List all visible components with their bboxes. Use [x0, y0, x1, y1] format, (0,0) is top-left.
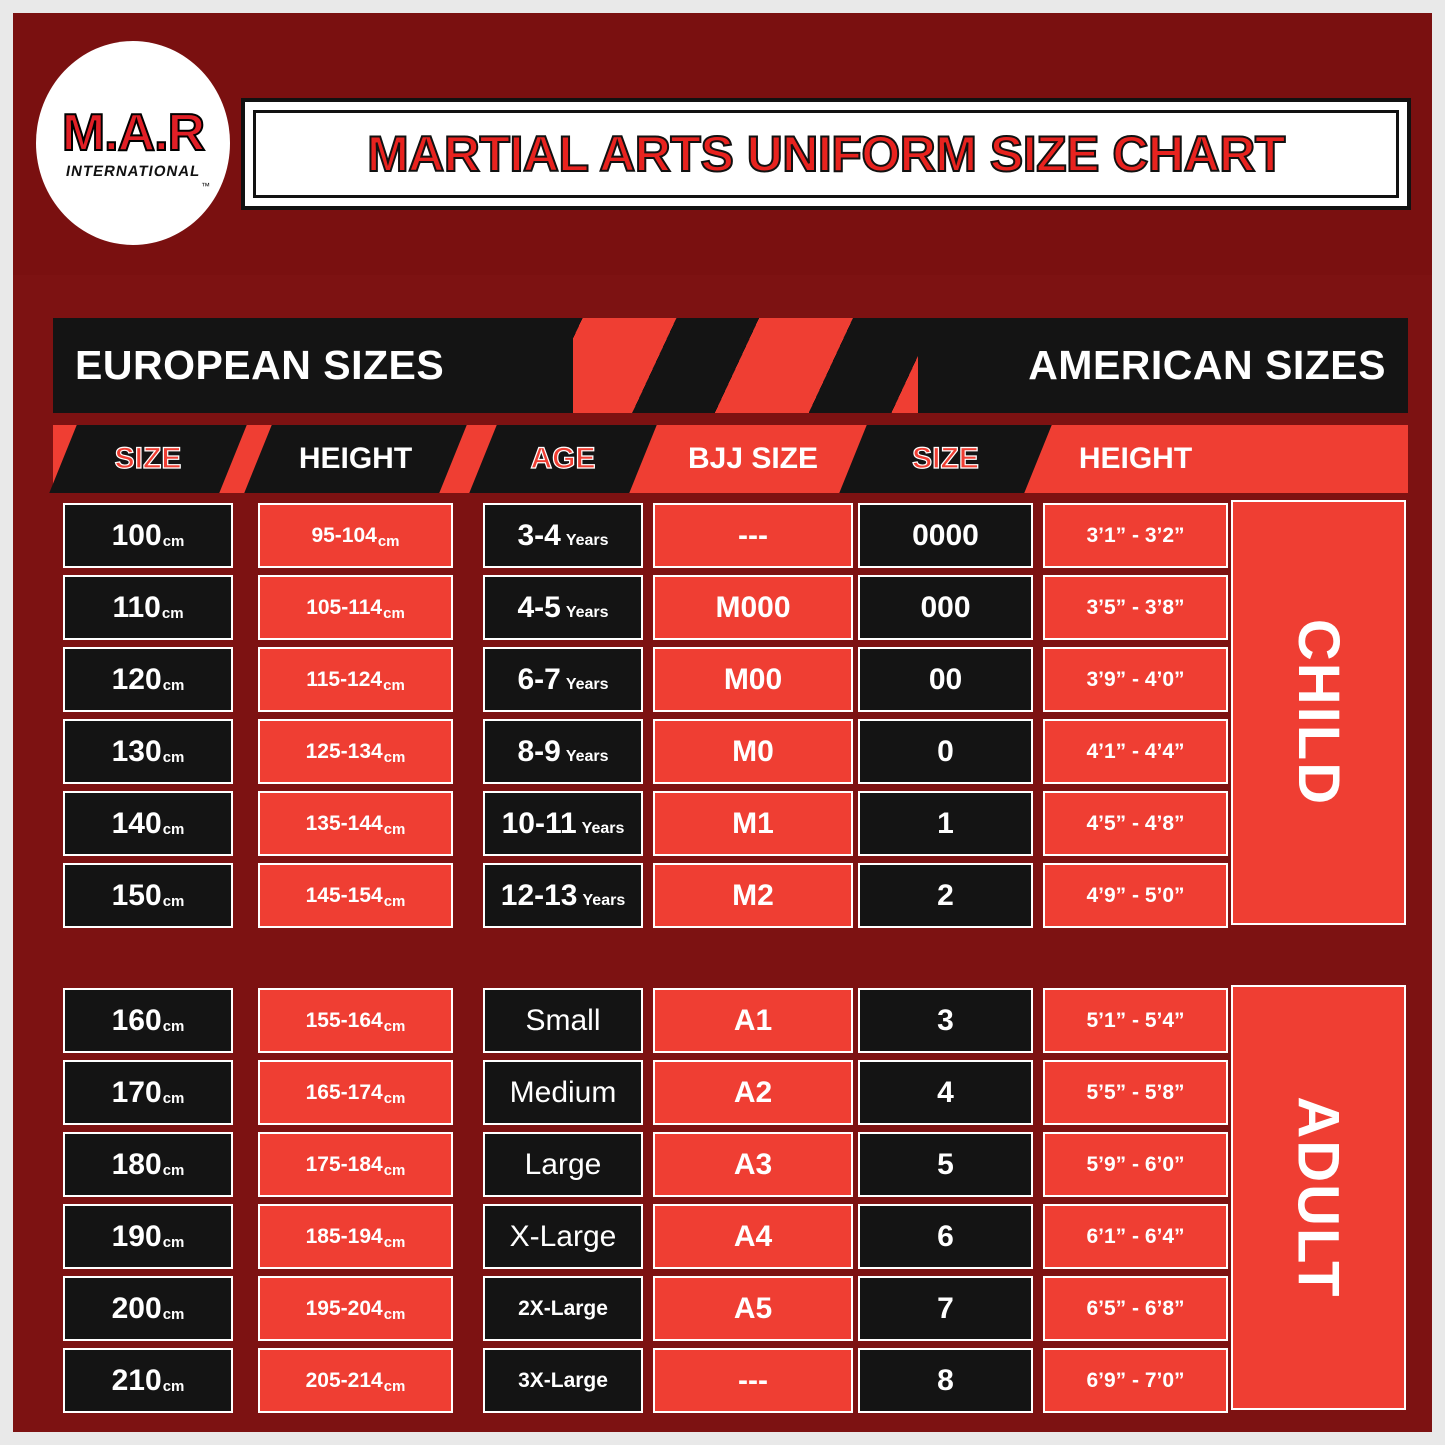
cell-value: --- — [738, 1363, 768, 1397]
cell-value: 95-104 — [311, 523, 377, 547]
cell-unit: cm — [162, 1090, 185, 1107]
cell-value: 150 — [111, 878, 162, 912]
adult-section-rows — [53, 988, 1408, 1420]
brand-logo-sub-text: INTERNATIONAL — [64, 162, 202, 180]
cell-unit: cm — [162, 893, 185, 910]
table-cell-us-height — [1043, 1276, 1228, 1341]
cell-value: X-Large — [509, 1219, 617, 1253]
cell-unit: cm — [383, 1018, 406, 1035]
table-row — [53, 575, 1408, 640]
cell-unit: cm — [383, 821, 406, 838]
table-cell-us-size — [858, 719, 1033, 784]
table-row — [53, 1060, 1408, 1125]
brand-logo-main-text: M.A.R — [61, 103, 205, 162]
table-cell-height — [258, 1276, 453, 1341]
table-row — [53, 791, 1408, 856]
cell-value: 175-184 — [305, 1152, 383, 1176]
poster-header — [13, 13, 1432, 275]
cell-value: 00 — [928, 662, 963, 696]
cell-value: A4 — [733, 1219, 773, 1253]
cell-unit: cm — [161, 605, 184, 622]
cell-value: 3 — [937, 1003, 954, 1037]
table-cell-us-height — [1043, 503, 1228, 568]
cell-unit: cm — [162, 533, 185, 550]
child-section-rows — [53, 503, 1408, 935]
section-label-adult — [1231, 985, 1406, 1410]
table-cell-us-size — [858, 1060, 1033, 1125]
cell-value: 130 — [111, 734, 162, 768]
cell-unit: Years — [565, 531, 609, 549]
cell-unit: cm — [383, 749, 406, 766]
cell-value: 190 — [111, 1219, 162, 1253]
table-cell-us-height — [1043, 1132, 1228, 1197]
cell-value: 3’5” - 3’8” — [1086, 595, 1185, 619]
table-cell-height — [258, 575, 453, 640]
table-cell-age — [483, 575, 643, 640]
cell-unit: cm — [383, 893, 406, 910]
table-cell-us-height — [1043, 791, 1228, 856]
cell-value: A3 — [733, 1147, 773, 1181]
table-cell-height — [258, 647, 453, 712]
cell-value: Small — [525, 1003, 601, 1037]
size-chart-poster — [10, 10, 1435, 1435]
table-cell-height — [258, 1132, 453, 1197]
cell-unit: cm — [162, 677, 185, 694]
cell-value: 180 — [111, 1147, 162, 1181]
table-cell-age — [483, 1132, 643, 1197]
cell-unit: cm — [383, 605, 405, 622]
cell-value: 4’1” - 4’4” — [1086, 739, 1185, 763]
cell-value: 6’5” - 6’8” — [1086, 1296, 1185, 1320]
cell-value: 185-194 — [305, 1224, 383, 1248]
cell-unit: Years — [565, 675, 609, 693]
cell-unit: cm — [162, 1306, 185, 1323]
cell-value: 5’9” - 6’0” — [1086, 1152, 1185, 1176]
table-cell-bjj — [653, 1132, 853, 1197]
table-cell-us-height — [1043, 1060, 1228, 1125]
page-title: MARTIAL ARTS UNIFORM SIZE CHART — [367, 126, 1285, 182]
table-cell-us-height — [1043, 1204, 1228, 1269]
table-cell-eu-size — [63, 647, 233, 712]
table-cell-us-size — [858, 647, 1033, 712]
brand-logo — [38, 43, 228, 243]
cell-value: 160 — [111, 1003, 162, 1037]
cell-unit: cm — [162, 1018, 185, 1035]
table-cell-eu-size — [63, 1276, 233, 1341]
table-cell-bjj — [653, 863, 853, 928]
table-row — [53, 988, 1408, 1053]
cell-unit: cm — [383, 1162, 406, 1179]
table-cell-us-height — [1043, 647, 1228, 712]
section-label-child-text: CHILD — [1286, 618, 1352, 807]
table-cell-bjj — [653, 988, 853, 1053]
table-cell-eu-size — [63, 1204, 233, 1269]
column-header-bjj-size: BJJ SIZE — [687, 442, 819, 475]
cell-value: 110 — [112, 590, 161, 624]
cell-unit: Years — [565, 747, 609, 765]
table-cell-us-height — [1043, 863, 1228, 928]
table-cell-bjj — [653, 1348, 853, 1413]
table-cell-eu-size — [63, 1348, 233, 1413]
column-header-eu-height: HEIGHT — [298, 442, 413, 475]
table-cell-age — [483, 1060, 643, 1125]
title-inner-border — [253, 110, 1399, 198]
cell-value: 125-134 — [305, 739, 383, 763]
table-row — [53, 1348, 1408, 1413]
cell-unit: cm — [383, 1090, 406, 1107]
table-cell-height — [258, 863, 453, 928]
cell-value: 105-114 — [306, 595, 383, 619]
cell-value: 3’9” - 4’0” — [1086, 667, 1185, 691]
cell-value: 155-164 — [305, 1008, 383, 1032]
cell-value: Large — [524, 1147, 602, 1181]
table-cell-bjj — [653, 719, 853, 784]
cell-value: 6’1” - 6’4” — [1086, 1224, 1185, 1248]
cell-value: 3’1” - 3’2” — [1086, 523, 1185, 547]
cell-unit: cm — [383, 1378, 406, 1395]
cell-value: 120 — [111, 662, 162, 696]
cell-unit: cm — [162, 1162, 185, 1179]
table-cell-us-size — [858, 503, 1033, 568]
table-cell-us-height — [1043, 1348, 1228, 1413]
cell-value: 8-9 — [517, 734, 561, 768]
table-cell-age — [483, 1348, 643, 1413]
cell-value: 100 — [111, 518, 162, 552]
table-cell-eu-size — [63, 791, 233, 856]
cell-value: 205-214 — [305, 1368, 383, 1392]
cell-value: 140 — [111, 806, 162, 840]
table-cell-height — [258, 791, 453, 856]
table-cell-bjj — [653, 647, 853, 712]
cell-value: 2 — [937, 878, 954, 912]
column-header-eu-size: SIZE — [114, 442, 182, 475]
cell-value: 2X-Large — [518, 1296, 608, 1320]
table-cell-eu-size — [63, 719, 233, 784]
table-cell-bjj — [653, 1276, 853, 1341]
cell-unit: cm — [162, 1378, 185, 1395]
cell-value: 3X-Large — [518, 1368, 608, 1392]
section-label-adult-text: ADULT — [1286, 1096, 1351, 1299]
table-cell-us-height — [1043, 719, 1228, 784]
cell-unit: Years — [582, 891, 626, 909]
table-cell-eu-size — [63, 575, 233, 640]
cell-value: 115-124 — [306, 667, 383, 691]
table-cell-height — [258, 719, 453, 784]
table-cell-us-size — [858, 863, 1033, 928]
table-cell-us-size — [858, 988, 1033, 1053]
table-cell-us-size — [858, 575, 1033, 640]
cell-value: 0000 — [912, 518, 979, 552]
cell-value: A5 — [733, 1291, 773, 1325]
table-cell-us-height — [1043, 988, 1228, 1053]
trademark-symbol: ™ — [201, 181, 210, 191]
cell-unit: cm — [162, 1234, 185, 1251]
cell-value: 5 — [937, 1147, 954, 1181]
table-cell-height — [258, 503, 453, 568]
table-cell-eu-size — [63, 503, 233, 568]
cell-value: 6-7 — [517, 662, 561, 696]
column-header-row — [53, 425, 1408, 493]
cell-unit: cm — [383, 1234, 406, 1251]
cell-value: M2 — [732, 878, 774, 912]
table-cell-age — [483, 503, 643, 568]
table-cell-age — [483, 863, 643, 928]
cell-value: 6 — [937, 1219, 954, 1253]
table-cell-us-height — [1043, 575, 1228, 640]
table-cell-bjj — [653, 1060, 853, 1125]
table-cell-us-size — [858, 1276, 1033, 1341]
table-cell-us-size — [858, 1204, 1033, 1269]
cell-value: 5’5” - 5’8” — [1086, 1080, 1185, 1104]
table-cell-age — [483, 1276, 643, 1341]
cell-unit: Years — [581, 819, 625, 837]
cell-value: 200 — [111, 1291, 162, 1325]
table-row — [53, 719, 1408, 784]
cell-value: 5’1” - 5’4” — [1086, 1008, 1185, 1032]
cell-value: 7 — [937, 1291, 954, 1325]
table-cell-us-size — [858, 1348, 1033, 1413]
table-cell-age — [483, 791, 643, 856]
table-cell-height — [258, 1348, 453, 1413]
cell-unit: Years — [565, 603, 609, 621]
cell-value: 1 — [937, 806, 954, 840]
cell-value: M00 — [723, 662, 783, 696]
cell-value: 4’9” - 5’0” — [1086, 883, 1185, 907]
table-cell-age — [483, 988, 643, 1053]
cell-value: 135-144 — [305, 811, 383, 835]
column-header-us-height: HEIGHT — [1078, 442, 1193, 475]
table-cell-bjj — [653, 575, 853, 640]
table-row — [53, 647, 1408, 712]
cell-value: M000 — [715, 590, 791, 624]
table-cell-height — [258, 1060, 453, 1125]
table-row — [53, 1204, 1408, 1269]
table-cell-height — [258, 1204, 453, 1269]
cell-value: 3-4 — [517, 518, 561, 552]
table-cell-us-size — [858, 791, 1033, 856]
sizes-banner — [53, 318, 1408, 413]
table-cell-height — [258, 988, 453, 1053]
table-cell-bjj — [653, 1204, 853, 1269]
cell-value: M1 — [732, 806, 774, 840]
cell-value: 210 — [111, 1363, 162, 1397]
cell-value: --- — [738, 518, 768, 552]
cell-value: 165-174 — [305, 1080, 383, 1104]
cell-value: A2 — [733, 1075, 773, 1109]
cell-value: 4’5” - 4’8” — [1086, 811, 1185, 835]
cell-value: 8 — [937, 1363, 954, 1397]
cell-unit: cm — [383, 1306, 406, 1323]
table-row — [53, 503, 1408, 568]
table-row — [53, 1132, 1408, 1197]
cell-value: A1 — [733, 1003, 773, 1037]
table-cell-eu-size — [63, 988, 233, 1053]
cell-value: 10-11 — [501, 806, 577, 840]
cell-value: 195-204 — [305, 1296, 383, 1320]
cell-value: M0 — [732, 734, 774, 768]
cell-unit: cm — [377, 533, 400, 550]
table-cell-age — [483, 1204, 643, 1269]
table-cell-age — [483, 647, 643, 712]
cell-value: 4-5 — [517, 590, 561, 624]
cell-value: 0 — [937, 734, 954, 768]
table-cell-eu-size — [63, 863, 233, 928]
column-header-age: AGE — [530, 442, 596, 475]
cell-value: Medium — [509, 1075, 617, 1109]
table-cell-us-size — [858, 1132, 1033, 1197]
cell-value: 145-154 — [305, 883, 383, 907]
table-cell-bjj — [653, 791, 853, 856]
table-cell-eu-size — [63, 1060, 233, 1125]
cell-value: 4 — [937, 1075, 954, 1109]
section-label-child — [1231, 500, 1406, 925]
banner-label-american: AMERICAN SIZES — [1028, 342, 1386, 388]
cell-value: 000 — [920, 590, 971, 624]
table-cell-eu-size — [63, 1132, 233, 1197]
cell-value: 12-13 — [500, 878, 578, 912]
table-cell-bjj — [653, 503, 853, 568]
banner-label-european: EUROPEAN SIZES — [75, 342, 445, 388]
table-row — [53, 1276, 1408, 1341]
table-cell-age — [483, 719, 643, 784]
cell-value: 6’9” - 7’0” — [1086, 1368, 1185, 1392]
column-header-us-size: SIZE — [912, 442, 979, 475]
cell-unit: cm — [383, 677, 405, 694]
cell-unit: cm — [162, 821, 185, 838]
cell-unit: cm — [162, 749, 185, 766]
title-box — [241, 98, 1411, 210]
table-row — [53, 863, 1408, 928]
cell-value: 170 — [111, 1075, 162, 1109]
